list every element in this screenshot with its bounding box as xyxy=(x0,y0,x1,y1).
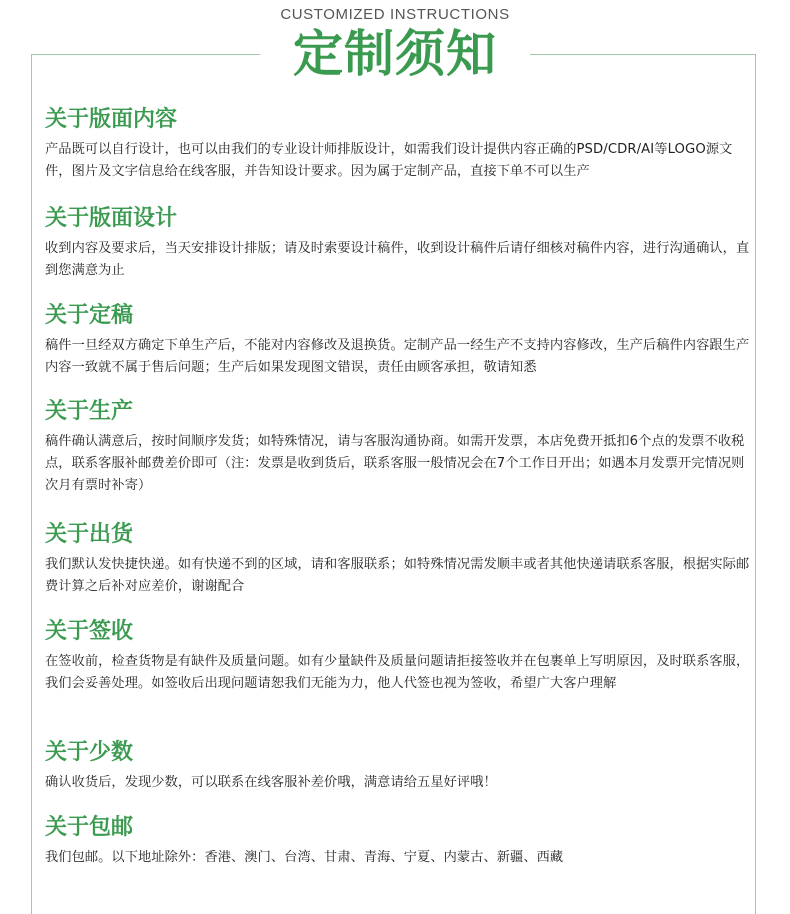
header-subtitle: CUSTOMIZED INSTRUCTIONS xyxy=(280,6,510,23)
instructions-list xyxy=(45,105,750,873)
section-title: 关于少数 xyxy=(45,740,134,765)
page-title: 定制须知 xyxy=(293,25,497,83)
section-body: 我们包邮。以下地址除外：香港、澳门、台湾、甘肃、青海、宁夏、内蒙古、新疆、西藏 xyxy=(45,850,564,865)
section-title: 关于包邮 xyxy=(45,815,134,840)
header-title-wrap xyxy=(260,26,530,82)
section-title: 关于出货 xyxy=(45,522,134,547)
section-production xyxy=(45,397,750,520)
section-body: 在签收前，检查货物是有缺件及质量问题。如有少量缺件及质量问题请拒接签收并在包裹单上写明原因，及时联系客服，我们会妥善处理。如签收后出现问题请恕我们无能为力，他人代签也视为签收，希望广大客户理解 xyxy=(45,654,750,691)
section-body: 我们默认发快捷快递。如有快递不到的区域，请和客服联系；如特殊情况需发顺丰或者其他快递请联系客服，根据实际邮费计算之后补对应差价，谢谢配合 xyxy=(45,557,750,594)
section-free-shipping xyxy=(45,813,750,873)
section-title: 关于生产 xyxy=(45,399,134,424)
section-receipt xyxy=(45,617,750,738)
section-title: 关于版面内容 xyxy=(45,107,178,132)
section-title: 关于定稿 xyxy=(45,303,134,328)
section-body: 确认收货后，发现少数，可以联系在线客服补差价哦，满意请给五星好评哦！ xyxy=(45,775,497,790)
section-final-draft xyxy=(45,301,750,397)
section-title: 关于签收 xyxy=(45,619,134,644)
section-layout-content xyxy=(45,105,750,204)
section-body: 稿件一旦经双方确定下单生产后，不能对内容修改及退换货。定制产品一经生产不支持内容修改，生产后稿件内容跟生产内容一致就不属于售后问题；生产后如果发现图文错误，责任由顾客承担，敬请知悉 xyxy=(45,338,750,375)
section-body: 稿件确认满意后，按时间顺序发货；如特殊情况，请与客服沟通协商。如需开发票，本店免费开抵扣6个点的发票不收税点，联系客服补邮费差价即可（注：发票是收到货后，联系客服一般情况会在7个工作日开出；如遇本月发票开完情况则次月有票时补寄） xyxy=(45,434,745,493)
section-body: 收到内容及要求后，当天安排设计排版；请及时索要设计稿件，收到设计稿件后请仔细核对稿件内容，进行沟通确认，直到您满意为止 xyxy=(45,241,750,278)
section-body: 产品既可以自行设计，也可以由我们的专业设计师排版设计，如需我们设计提供内容正确的PSD/CDR/AI等LOGO源文件，图片及文字信息给在线客服，并告知设计要求。因为属于定制产品，直接下单不可以生产 xyxy=(45,142,733,179)
section-title: 关于版面设计 xyxy=(45,206,178,231)
section-layout-design xyxy=(45,204,750,301)
section-shortage xyxy=(45,738,750,813)
section-shipping xyxy=(45,520,750,617)
